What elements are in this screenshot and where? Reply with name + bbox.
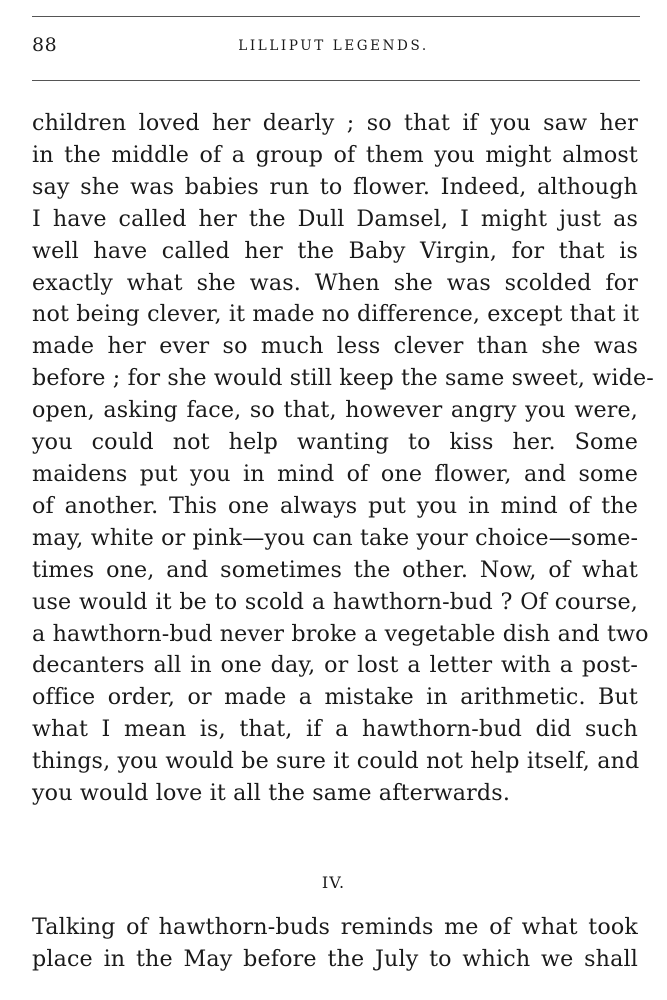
text-line: things, you would be sure it could not help itself, and bbox=[32, 748, 640, 775]
header-rule bbox=[32, 80, 640, 81]
text-line: I have called her the Dull Damsel, I might just as bbox=[32, 205, 638, 232]
text-line: made her ever so much less clever than she was bbox=[32, 333, 638, 360]
text-line: use would it be to scold a hawthorn-bud ? Of course, bbox=[32, 588, 638, 615]
text-line: exactly what she was. When she was scolded for bbox=[32, 269, 638, 296]
text-line: a hawthorn-bud never broke a vegetable dish and two bbox=[32, 620, 649, 647]
text-line: decanters all in one day, or lost a letter with a post- bbox=[32, 652, 638, 679]
page-number: 88 bbox=[32, 34, 58, 56]
text-line: well have called her the Baby Virgin, for that is bbox=[32, 237, 638, 264]
text-line: in the middle of a group of them you might almost bbox=[32, 141, 638, 168]
text-line: you would love it all the same afterwards. bbox=[32, 780, 511, 807]
text-line: place in the May before the July to which we shall bbox=[32, 945, 638, 972]
paragraph-2 bbox=[32, 912, 638, 976]
text-line: may, white or pink—you can take your choice—some- bbox=[32, 524, 639, 551]
text-line: children loved her dearly ; so that if you saw her bbox=[32, 110, 638, 136]
text-line: of another. This one always put you in mind of the bbox=[32, 492, 638, 519]
text-line: not being clever, it made no difference, except that it bbox=[32, 301, 640, 328]
top-rule bbox=[32, 16, 640, 17]
running-head: LILLIPUT LEGENDS. bbox=[238, 38, 429, 54]
text-line: what I mean is, that, if a hawthorn-bud did such bbox=[32, 716, 638, 743]
text-line: times one, and sometimes the other. Now, of what bbox=[32, 556, 638, 583]
text-line: you could not help wanting to kiss her. Some bbox=[32, 429, 638, 456]
text-line: maidens put you in mind of one flower, and some bbox=[32, 460, 638, 487]
text-line: office order, or made a mistake in arithmetic. But bbox=[32, 684, 638, 711]
text-line: open, asking face, so that, however angry you were, bbox=[32, 397, 638, 424]
text-line: say she was babies run to flower. Indeed, although bbox=[32, 173, 638, 200]
text-line: Talking of hawthorn-buds reminds me of what took bbox=[32, 914, 638, 940]
text-line: before ; for she would still keep the same sweet, wide- bbox=[32, 365, 654, 392]
section-heading: IV. bbox=[321, 873, 346, 892]
paragraph-1 bbox=[32, 108, 654, 810]
